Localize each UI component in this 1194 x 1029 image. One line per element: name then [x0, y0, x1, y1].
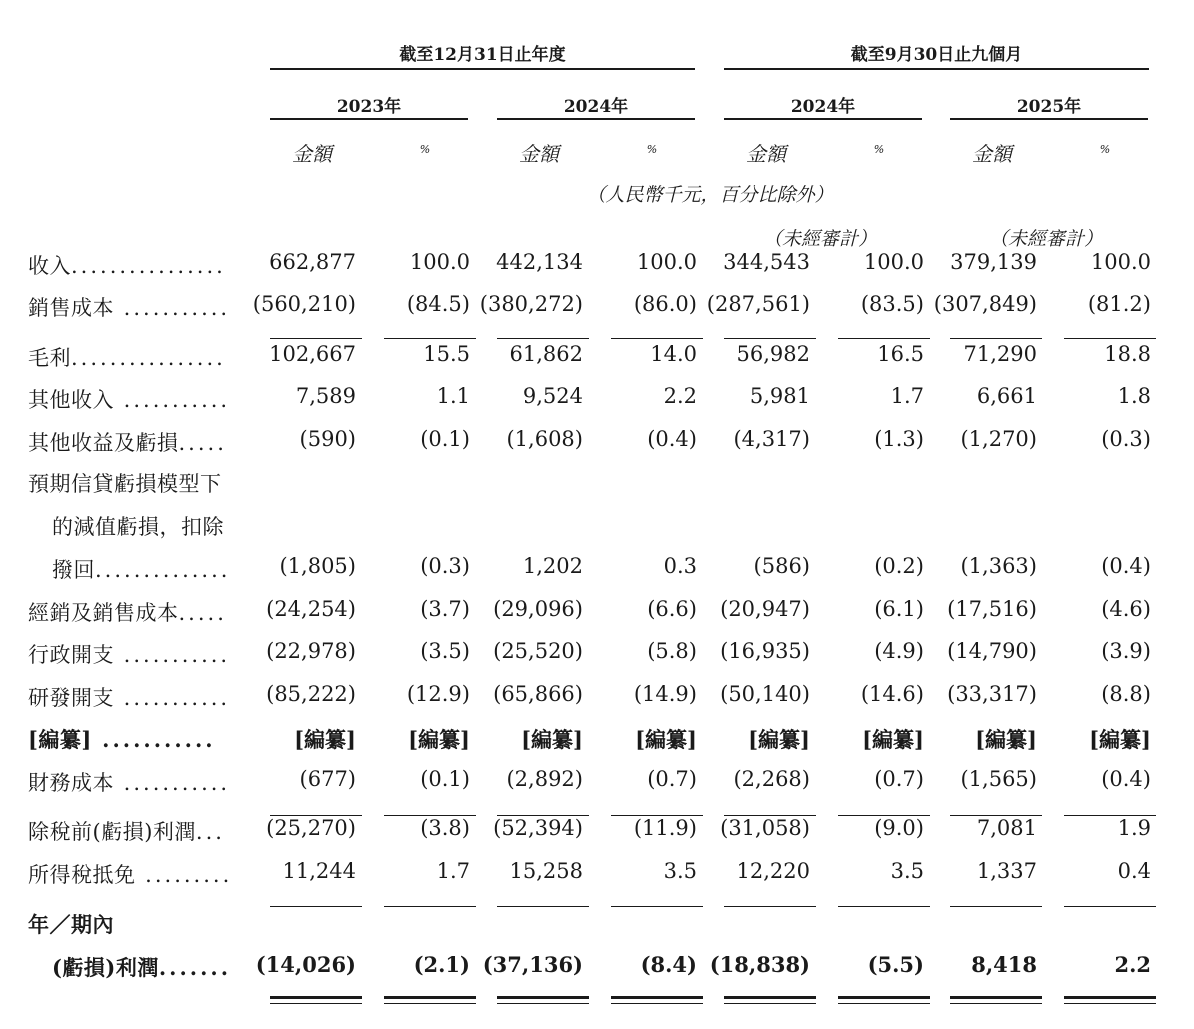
underline: [724, 338, 816, 339]
table-cell: (0.4): [647, 427, 697, 451]
double-underline: [724, 996, 816, 999]
leader-dots: ...: [195, 820, 225, 844]
row-label: 預期信貸虧損模型下: [28, 472, 222, 496]
table-cell: 3.5: [663, 859, 697, 883]
table-cell: (1.3): [874, 427, 924, 451]
double-underline: [838, 1003, 930, 1004]
row-label: 財務成本 ...........: [28, 771, 231, 795]
table-cell: (37,136): [482, 952, 583, 977]
row-label: 收入................: [28, 254, 226, 278]
table-cell: (0.3): [1101, 427, 1151, 451]
table-cell: (590): [299, 427, 356, 451]
leader-dots: ................: [71, 346, 226, 370]
double-underline: [950, 996, 1042, 999]
unaudited-note: （未經審計）: [762, 228, 877, 250]
table-cell: 18.8: [1104, 342, 1151, 366]
row-label: 銷售成本 ...........: [28, 296, 231, 320]
underline: [270, 338, 362, 339]
table-cell: (1,363): [960, 554, 1037, 578]
amount-header: 金額: [292, 142, 332, 166]
table-cell: (0.4): [1101, 554, 1151, 578]
double-underline: [950, 1003, 1042, 1004]
leader-dots: ...........: [114, 388, 231, 412]
header-rule: [724, 68, 1149, 70]
row-label: 年／期內: [28, 912, 114, 937]
amount-header: 金額: [972, 142, 1012, 166]
row-label: 所得稅抵免 .........: [28, 863, 233, 887]
table-cell: (307,849): [933, 292, 1037, 316]
underline: [950, 906, 1042, 907]
row-label: (虧損)利潤.......: [52, 955, 232, 980]
row-label: 行政開支 ...........: [28, 643, 231, 667]
table-cell: (65,866): [493, 682, 583, 706]
row-label: 撥回..............: [52, 558, 231, 582]
row-label: [編纂] ...........: [28, 727, 216, 752]
table-cell: (3.7): [420, 597, 470, 621]
table-cell: (85,222): [266, 682, 356, 706]
table-cell: (11.9): [633, 816, 697, 840]
leader-dots: ...........: [91, 727, 216, 752]
table-cell: (33,317): [947, 682, 1037, 706]
row-label: 毛利................: [28, 346, 226, 370]
underline: [838, 906, 930, 907]
table-cell: 1.9: [1117, 816, 1151, 840]
underline: [1064, 338, 1156, 339]
table-cell: 15,258: [509, 859, 583, 883]
double-underline: [270, 1003, 362, 1004]
underline: [950, 338, 1042, 339]
table-cell: (1,805): [279, 554, 356, 578]
underline: [1064, 906, 1156, 907]
table-cell: (3.8): [420, 816, 470, 840]
table-cell: (0.1): [420, 767, 470, 791]
table-cell: 7,589: [295, 384, 356, 408]
underline: [270, 906, 362, 907]
table-cell: (4.9): [874, 639, 924, 663]
table-cell: (3.5): [420, 639, 470, 663]
table-cell: 5,981: [749, 384, 810, 408]
row-label: 經銷及銷售成本.....: [28, 601, 227, 625]
row-label: 其他收入 ...........: [28, 388, 231, 412]
unit-note: （人民幣千元，百分比除外）: [586, 184, 834, 206]
underline: [497, 338, 589, 339]
table-cell: (6.6): [647, 597, 697, 621]
table-cell: 100.0: [1090, 250, 1151, 274]
table-cell: [編纂]: [635, 727, 697, 752]
table-cell: 71,290: [963, 342, 1037, 366]
table-cell: [編纂]: [408, 727, 470, 752]
table-cell: (2.1): [413, 952, 470, 977]
table-cell: (86.0): [633, 292, 697, 316]
double-underline: [497, 1003, 589, 1004]
header-group-nine-months: 截至9月30日止九個月: [850, 45, 1023, 65]
leader-dots: .......: [158, 955, 232, 980]
table-cell: (20,947): [720, 597, 810, 621]
table-cell: (4.6): [1101, 597, 1151, 621]
table-cell: (14,026): [255, 952, 356, 977]
table-cell: (3.9): [1101, 639, 1151, 663]
table-cell: (677): [299, 767, 356, 791]
table-cell: (81.2): [1087, 292, 1151, 316]
header-rule: [270, 68, 695, 70]
double-underline: [838, 996, 930, 999]
leader-dots: ................: [71, 254, 226, 278]
leader-dots: .....: [178, 601, 227, 625]
double-underline: [724, 1003, 816, 1004]
table-cell: (50,140): [720, 682, 810, 706]
table-cell: 56,982: [736, 342, 810, 366]
table-cell: 442,134: [496, 250, 583, 274]
table-cell: (1,270): [960, 427, 1037, 451]
table-cell: (22,978): [266, 639, 356, 663]
table-cell: (2,892): [506, 767, 583, 791]
table-cell: (12.9): [406, 682, 470, 706]
table-cell: 0.4: [1117, 859, 1151, 883]
pct-header: %: [419, 143, 431, 156]
table-cell: 9,524: [522, 384, 583, 408]
table-cell: (8.8): [1101, 682, 1151, 706]
double-underline: [1064, 1003, 1156, 1004]
table-cell: [編纂]: [975, 727, 1037, 752]
table-cell: [編纂]: [521, 727, 583, 752]
table-cell: 2.2: [1114, 952, 1151, 977]
table-cell: 0.3: [663, 554, 697, 578]
table-cell: 100.0: [863, 250, 924, 274]
leader-dots: .........: [135, 863, 233, 887]
double-underline: [270, 996, 362, 999]
year-rule: [497, 118, 695, 120]
table-cell: 1.1: [436, 384, 470, 408]
unaudited-note: （未經審計）: [988, 228, 1103, 250]
table-cell: (24,254): [266, 597, 356, 621]
table-cell: (29,096): [493, 597, 583, 621]
table-cell: (8.4): [640, 952, 697, 977]
leader-dots: ...........: [114, 771, 231, 795]
underline: [724, 906, 816, 907]
table-cell: 100.0: [409, 250, 470, 274]
table-cell: 11,244: [282, 859, 356, 883]
table-cell: (560,210): [252, 292, 356, 316]
year-header: 2025年: [1016, 97, 1082, 117]
underline: [384, 906, 476, 907]
table-cell: (5.8): [647, 639, 697, 663]
table-cell: (0.1): [420, 427, 470, 451]
table-cell: (14.9): [633, 682, 697, 706]
table-cell: (5.5): [867, 952, 924, 977]
table-cell: (17,516): [947, 597, 1037, 621]
table-cell: (25,270): [266, 816, 356, 840]
table-cell: 8,418: [971, 952, 1037, 977]
table-cell: 102,667: [269, 342, 356, 366]
pct-header: %: [873, 143, 885, 156]
table-cell: 344,543: [723, 250, 810, 274]
year-rule: [724, 118, 922, 120]
year-rule: [270, 118, 468, 120]
table-cell: (84.5): [406, 292, 470, 316]
leader-dots: ..............: [95, 558, 231, 582]
leader-dots: ...........: [114, 643, 231, 667]
double-underline: [611, 1003, 703, 1004]
table-cell: (14.6): [860, 682, 924, 706]
year-header: 2024年: [790, 97, 856, 117]
table-cell: 15.5: [423, 342, 470, 366]
amount-header: 金額: [746, 142, 786, 166]
table-cell: (16,935): [720, 639, 810, 663]
row-label: 研發開支 ...........: [28, 686, 231, 710]
table-cell: 1,337: [976, 859, 1037, 883]
table-cell: [編纂]: [748, 727, 810, 752]
pct-header: %: [1099, 143, 1111, 156]
table-cell: 379,139: [950, 250, 1037, 274]
table-cell: (1,608): [506, 427, 583, 451]
table-cell: 2.2: [663, 384, 697, 408]
table-cell: 12,220: [736, 859, 810, 883]
table-cell: (2,268): [733, 767, 810, 791]
leader-dots: .....: [178, 431, 227, 455]
table-cell: (52,394): [493, 816, 583, 840]
year-header: 2024年: [563, 97, 629, 117]
underline: [497, 906, 589, 907]
row-label: 的減值虧損，扣除: [52, 515, 224, 539]
table-cell: 16.5: [877, 342, 924, 366]
table-cell: (586): [753, 554, 810, 578]
underline: [611, 906, 703, 907]
row-label: 除稅前(虧損)利潤...: [28, 820, 225, 844]
row-label: 其他收益及虧損.....: [28, 431, 227, 455]
table-cell: (18,838): [709, 952, 810, 977]
double-underline: [1064, 996, 1156, 999]
table-cell: 6,661: [976, 384, 1037, 408]
table-cell: (83.5): [860, 292, 924, 316]
underline: [384, 338, 476, 339]
table-cell: (6.1): [874, 597, 924, 621]
table-cell: [編纂]: [1089, 727, 1151, 752]
table-cell: (0.7): [647, 767, 697, 791]
table-cell: (14,790): [947, 639, 1037, 663]
year-header: 2023年: [336, 97, 402, 117]
table-cell: 100.0: [636, 250, 697, 274]
table-cell: 1,202: [522, 554, 583, 578]
table-cell: 1.7: [436, 859, 470, 883]
underline: [838, 338, 930, 339]
table-cell: 14.0: [650, 342, 697, 366]
table-cell: 1.7: [890, 384, 924, 408]
table-cell: 3.5: [890, 859, 924, 883]
table-cell: (1,565): [960, 767, 1037, 791]
double-underline: [497, 996, 589, 999]
table-cell: (0.3): [420, 554, 470, 578]
table-cell: 61,862: [509, 342, 583, 366]
table-cell: (31,058): [720, 816, 810, 840]
table-cell: (9.0): [874, 816, 924, 840]
table-cell: (25,520): [493, 639, 583, 663]
double-underline: [384, 996, 476, 999]
table-cell: (0.7): [874, 767, 924, 791]
header-group-annual: 截至12月31日止年度: [399, 45, 566, 65]
double-underline: [611, 996, 703, 999]
table-cell: 7,081: [976, 816, 1037, 840]
table-cell: [編纂]: [294, 727, 356, 752]
table-cell: (0.2): [874, 554, 924, 578]
table-cell: 662,877: [269, 250, 356, 274]
year-rule: [950, 118, 1148, 120]
amount-header: 金額: [519, 142, 559, 166]
leader-dots: ...........: [114, 686, 231, 710]
underline: [611, 338, 703, 339]
table-cell: [編纂]: [862, 727, 924, 752]
table-cell: 1.8: [1117, 384, 1151, 408]
table-cell: (4,317): [733, 427, 810, 451]
pct-header: %: [646, 143, 658, 156]
double-underline: [384, 1003, 476, 1004]
table-cell: (0.4): [1101, 767, 1151, 791]
table-cell: (380,272): [479, 292, 583, 316]
leader-dots: ...........: [114, 296, 231, 320]
table-cell: (287,561): [706, 292, 810, 316]
